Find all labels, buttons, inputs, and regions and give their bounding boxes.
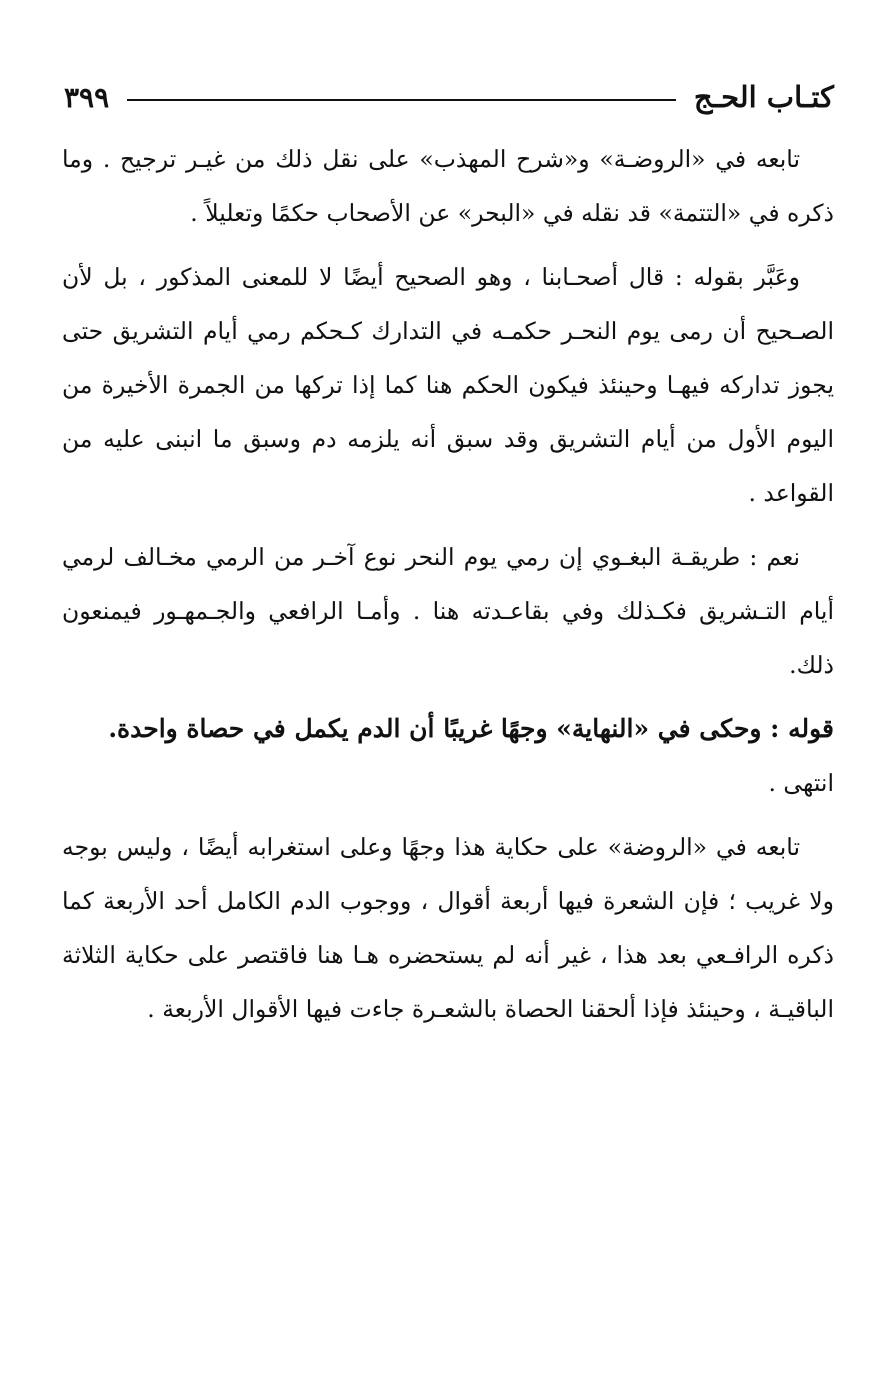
paragraph-4-quote <box>62 702 834 810</box>
paragraph-2: وعَبَّر بقوله : قال أصحـابنا ، وهو الصحيح أيضًا لا للمعنى المذكور ، بل لأن الصـحيح أن رمى يوم النحـر حكمـه في التدارك كـحكم رمي أيام التشريق حتى يجوز تداركه فيهـا وحينئذ فيكون الحكم هنا كما إذا تركها من الجمرة الأخيرة من اليوم الأول من أيام التشريق وقد سبق أنه يلزمه دم وسبق ما انبنى عليه من القواعد . <box>62 263 834 507</box>
paragraph-3: نعم : طريقـة البغـوي إن رمي يوم النحر نوع آخـر من الرمي مخـالف لرمي أيام التـشريق فكـذلك وفي بقاعـدته هنا . وأمـا الرافعي والجـمهـور فيمنعون ذلك. <box>62 543 834 679</box>
quoted-statement: قوله : وحكى في «النهاية» وجهًا غريبًا أن الدم يكمل في حصاة واحدة. <box>108 714 834 743</box>
running-header <box>64 74 834 120</box>
paragraph-1: تابعه في «الروضـة» و«شرح المهذب» على نقل ذلك من غيـر ترجيح . وما ذكره في «التتمة» قد نقله في «البحر» عن الأصحاب حكمًا وتعليلاً . <box>62 145 834 227</box>
quote-end: انتهى . <box>768 769 834 797</box>
header-rule <box>127 99 676 101</box>
paragraph-5: تابعه في «الروضة» على حكاية هذا وجهًا وعلى استغرابه أيضًا ، وليس بوجه ولا غريب ؛ فإن الشعرة فيها أربعة أقوال ، ووجوب الدم الكامل أحد الأربعة كما ذكره الرافـعي بعد هذا ، غير أنه لم يستحضره هـا هنا فاقتصر على حكاية الثلاثة الباقيـة ، وحينئذ فإذا ألحقنا الحصاة بالشعـرة جاءت فيها الأقوال الأربعة . <box>62 833 834 1023</box>
chapter-title: كتـاب الحـج <box>693 80 834 114</box>
page-body <box>62 132 834 1036</box>
page-number: ٣٩٩ <box>64 80 110 114</box>
